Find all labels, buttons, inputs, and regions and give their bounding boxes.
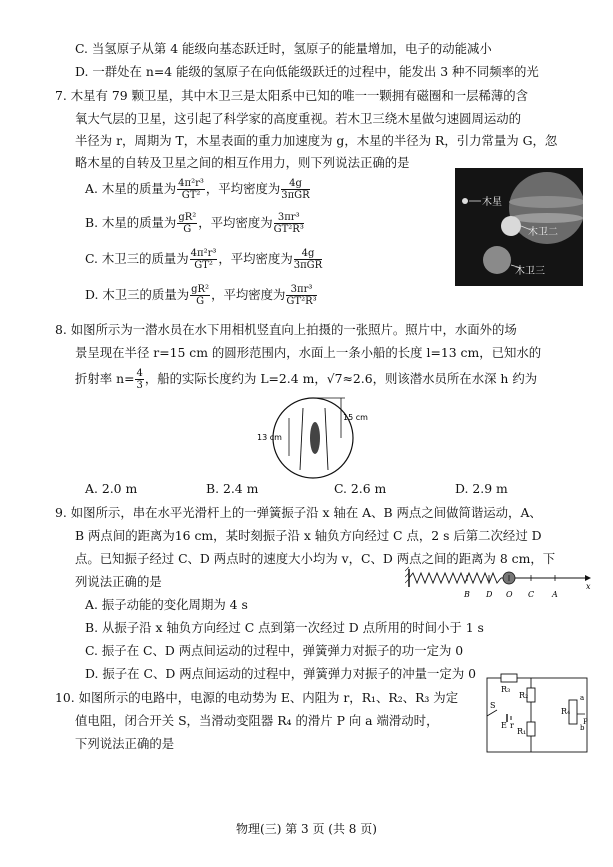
q9-option-b: B. 从振子沿 x 轴负方向经过 C 点到第一次经过 D 点所用的时间小于 1 s [85, 620, 484, 635]
q7-line1: 7. 木星有 79 颗卫星，其中木卫三是太阳系中已知的唯一一颗拥有磁圈和一层稀薄的含 [55, 88, 529, 103]
underwater-photo-diagram [255, 394, 375, 484]
axis-point-label: B [464, 590, 470, 599]
jupiter-photo [455, 168, 583, 286]
b-label: b [580, 724, 585, 732]
moon3-icon [483, 246, 511, 274]
q8-option-d: D. 2.9 m [455, 481, 508, 496]
fraction: $\frac{\text{3πr³}}{\text{GT²R³}}$ [273, 212, 304, 235]
q8-option-b: B. 2.4 m [206, 481, 259, 496]
q9-option-c: C. 振子在 C、D 两点间运动的过程中，弹簧弹力对振子的功一定为 0 [85, 643, 464, 658]
q10-line3: 下列说法正确的是 [75, 736, 175, 751]
q9-line1: 9. 如图所示，串在水平光滑杆上的一弹簧振子沿 x 轴在 A、B 两点之间做简谐运动，A、 [55, 505, 542, 520]
q7-option-d: D. 木卫三的质量为 $\frac{\text{gR²}}{G}$ ，平均密度为 $\frac{\text{3πr³}}{\text{GT²R³}}$ [85, 284, 317, 307]
q8-option-a: A. 2.0 m [85, 481, 138, 496]
switch-label: S [490, 701, 496, 710]
q9-line3: 点。已知振子经过 C、D 两点时的速度大小均为 v，C、D 两点之间的距离为 8 cm，下 [75, 551, 556, 566]
fraction: $\frac{\text{4π²r³}}{\text{GT²}}$ [190, 248, 217, 271]
q7-line2: 氧大气层的卫星，这引起了科学家的高度重视。若木卫三绕木星做匀速圆周运动的 [75, 111, 522, 126]
q9-option-d: D. 振子在 C、D 两点间运动的过程中，弹簧弹力对振子的冲量一定为 0 [85, 666, 477, 681]
a-label: a [580, 694, 585, 702]
option-d-prev: D. 一群处在 n=4 能级的氢原子在向低能级跃迁的过程中，能发出 3 种不同频率的光 [75, 64, 539, 79]
boat-icon [310, 422, 320, 454]
spring-oscillator-diagram [405, 563, 595, 607]
q8-line2: 景呈现在半径 r=15 cm 的圆形范围内，水面上一条小船的长度 l=13 cm，已知水的 [75, 345, 542, 360]
moon3-label: 木卫三 [515, 266, 545, 277]
q9-option-a: A. 振子动能的变化周期为 4 s [85, 597, 248, 612]
fraction: $\frac{4g}{\text{3πGR}}$ [293, 248, 323, 271]
internal-r-label: r [510, 721, 514, 730]
circuit-diagram [483, 670, 595, 758]
q8-line1: 8. 如图所示为一潜水员在水下用相机竖直向上拍摄的一张照片。照片中，水面外的场 [55, 322, 517, 337]
q7-line3: 半径为 r，周期为 T，木星表面的重力加速度为 g，木星的半径为 R，引力常量为 G，忽 [75, 133, 558, 148]
fraction: $\frac{\text{gR²}}{G}$ [178, 212, 197, 235]
moon2-label: 木卫二 [528, 227, 558, 238]
q7-option-a: A. 木星的质量为 $\frac{\text{4π²r³}}{\text{GT²}}$ ，平均密度为 $\frac{4g}{\text{3πGR}}$ [85, 178, 310, 201]
r4-label: R₄ [561, 707, 571, 716]
axis-point-label: C [528, 590, 535, 599]
page-footer: 物理(三) 第 3 页 (共 8 页) [236, 822, 377, 836]
q7-option-b: B. 木星的质量为 $\frac{\text{gR²}}{G}$ ，平均密度为 $\frac{\text{3πr³}}{\text{GT²R³}}$ [85, 212, 304, 235]
q9-line2: B 两点间的距离为16 cm，某时刻振子沿 x 轴负方向经过 C 点，2 s 后第二次经过 D [75, 528, 542, 543]
p-label: P [583, 718, 588, 726]
jupiter-label: 木星 [482, 197, 502, 208]
radius-label: 15 cm [343, 413, 368, 422]
q7-option-c: C. 木卫三的质量为 $\frac{\text{4π²r³}}{\text{GT²}}$ ，平均密度为 $\frac{4g}{\text{3πGR}}$ [85, 248, 323, 271]
fraction: $\frac{4g}{\text{3πGR}}$ [281, 178, 310, 201]
q8-option-c: C. 2.6 m [334, 481, 387, 496]
r3-resistor [501, 674, 517, 682]
axis-point-label: D [486, 590, 493, 599]
q9-line4: 列说法正确的是 [75, 574, 162, 589]
r2-label: R₂ [519, 691, 529, 700]
q8-line3: 折射率 n= $\frac{4}{3}$ ，船的实际长度约为 L=2.4 m，√7≈2.6，则该潜水员所在水深 h 约为 [75, 368, 538, 391]
q10-line2: 值电阻，闭合开关 S，当滑动变阻器 R₄ 的滑片 P 向 a 端滑动时， [75, 713, 439, 728]
r3-label: R₃ [501, 685, 511, 694]
fraction: $\frac{4}{3}$ [136, 368, 143, 391]
axis-point-label: A [552, 590, 558, 599]
emf-label: E [501, 721, 507, 730]
fraction: $\frac{\text{gR²}}{G}$ [191, 284, 210, 307]
q7-line4: 略木星的自转及卫星之间的相互作用力，则下列说法正确的是 [75, 155, 410, 170]
q10-line1: 10. 如图所示的电路中，电源的电动势为 E、内阻为 r，R₁、R₂、R₃ 为定 [55, 690, 459, 705]
boat-length-label: 13 cm [257, 433, 282, 442]
switch-icon [487, 710, 497, 716]
axis-point-label: O [506, 590, 513, 599]
fraction: $\frac{\text{4π²r³}}{\text{GT²}}$ [178, 178, 204, 201]
r1-resistor [527, 722, 535, 736]
moon2-icon [501, 216, 521, 236]
spring-icon [409, 573, 501, 583]
option-c-prev: C. 当氢原子从第 4 能级向基态跃迁时，氢原子的能量增加，电子的动能减小 [75, 41, 492, 56]
axis-point-label: x [586, 582, 591, 591]
fraction: $\frac{\text{3πr³}}{\text{GT²R³}}$ [286, 284, 317, 307]
r1-label: R₁ [517, 727, 527, 736]
